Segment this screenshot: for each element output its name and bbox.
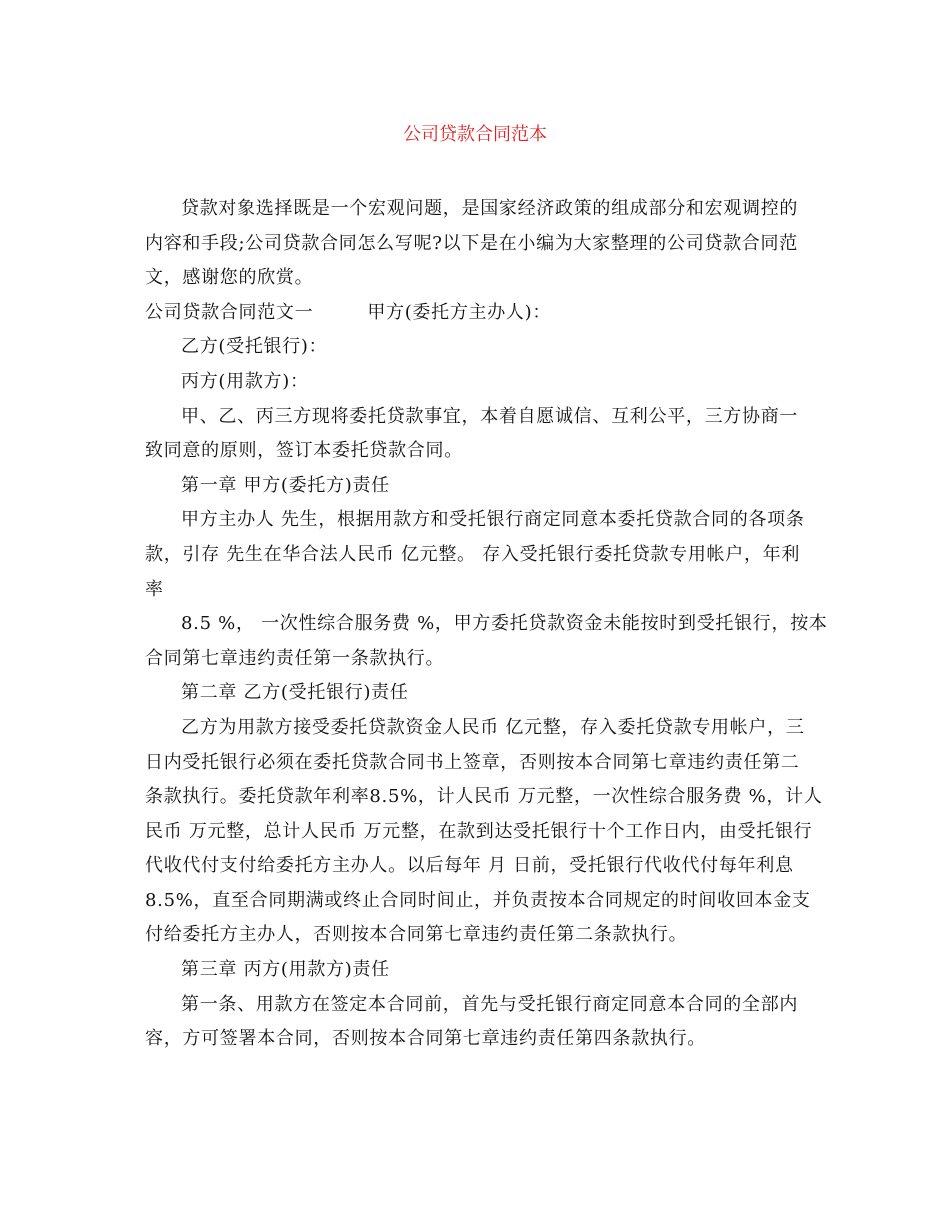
text-line: 甲方主办人 先生，根据用款方和受托银行商定同意本委托贷款合同的各项条 — [181, 509, 805, 531]
party-a-label: 甲方(委托方主办人)： — [367, 301, 552, 323]
text-line: 日内受托银行必须在委托贷款合同书上签章，否则按本合同第七章违约责任第二 — [145, 751, 800, 773]
intro-paragraph — [145, 192, 810, 296]
text-line: 致同意的原则，签订本委托贷款合同。 — [145, 440, 463, 462]
text-line: 容，方可签署本合同，否则按本合同第七章违约责任第四条款执行。 — [145, 1028, 706, 1050]
text-line: 甲、乙、丙三方现将委托贷款事宜，本着自愿诚信、互利公平，三方协商一 — [181, 405, 799, 427]
text-line: 付给委托方主办人，否则按本合同第七章违约责任第二条款执行。 — [145, 924, 688, 946]
chapter2-paragraph — [145, 711, 823, 953]
text-line: 内容和手段;公司贷款合同怎么写呢?以下是在小编为大家整理的公司贷款合同范 — [145, 232, 798, 254]
document-body — [145, 192, 828, 1057]
text-line: 款，引存 先生在华合法人民币 亿元整。 存入受托银行委托贷款专用帐户，年利 — [145, 543, 801, 565]
text-line: 率 — [145, 578, 164, 600]
chapter3-paragraph — [145, 988, 810, 1057]
text-line: 民币 万元整，总计人民币 万元整，在款到达受托银行十个工作日内，由受托银行 — [145, 820, 813, 842]
text-line: 8.5%，直至合同期满或终止合同时间止，并负责按本合同规定的时间收回本金支 — [145, 889, 811, 911]
text-line: 第一条、用款方在签定本合同前，首先与受托银行商定同意本合同的全部内 — [181, 993, 799, 1015]
chapter3-heading: 第三章 丙方(用款方)责任 — [181, 959, 390, 981]
text-line: 贷款对象选择既是一个宏观问题，是国家经济政策的组成部分和宏观调控的 — [181, 198, 799, 219]
text-line: 乙方为用款方接受委托贷款资金人民币 亿元整，存入委托贷款专用帐户，三 — [181, 716, 805, 738]
party-c-label: 丙方(用款方)： — [181, 370, 309, 392]
chapter1-paragraph-2 — [145, 607, 828, 676]
text-line: 条款执行。委托贷款年利率8.5%，计人民币 万元整，一次性综合服务费 %，计人 — [145, 786, 823, 808]
document-title: 公司贷款合同范本 — [403, 124, 547, 145]
chapter1-paragraph — [145, 503, 810, 607]
text-line: 代收代付支付给委托方主办人。以后每年 月 日前，受托银行代收代付每年利息 — [145, 855, 794, 877]
sample-heading: 公司贷款合同范文一 — [145, 301, 314, 323]
text-line: 合同第七章违约责任第一条款执行。 — [145, 647, 445, 669]
chapter1-heading: 第一章 甲方(委托方)责任 — [181, 474, 390, 496]
sample-heading-line — [145, 296, 810, 331]
chapter2-heading: 第二章 乙方(受托银行)责任 — [181, 682, 409, 704]
agreement-paragraph — [145, 400, 810, 469]
text-line: 文，感谢您的欣赏。 — [145, 267, 314, 289]
text-line: 8.5 %， 一次性综合服务费 %，甲方委托贷款资金未能按时到受托银行，按本 — [181, 613, 828, 635]
party-b-label: 乙方(受托银行)： — [181, 336, 328, 358]
